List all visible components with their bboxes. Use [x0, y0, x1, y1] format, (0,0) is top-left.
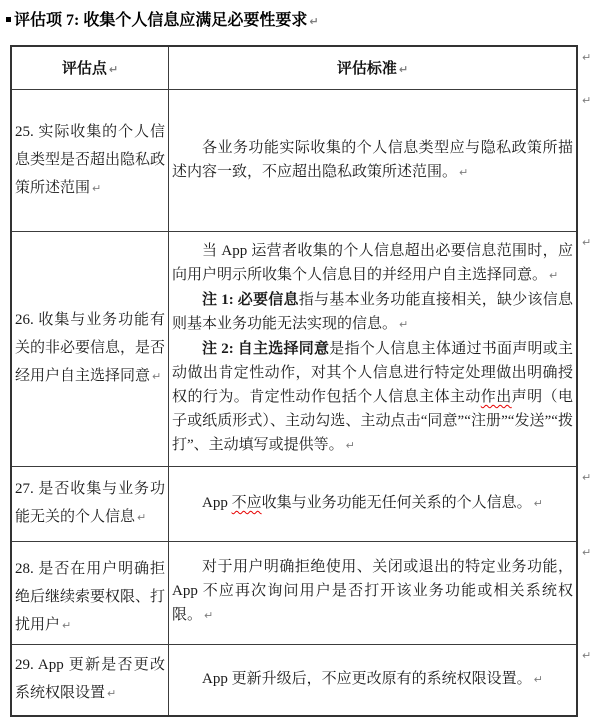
header-standard-cell	[169, 46, 578, 89]
spellcheck-flagged-text: 作出	[480, 389, 512, 405]
point-cell	[11, 541, 169, 644]
paragraph-mark-icon: ↵	[549, 269, 559, 282]
point-text: 27. 是否收集与业务功能无关的个人信息 ↵	[15, 481, 165, 525]
header-standard-label: 评估标准	[336, 61, 397, 78]
text-segment: 指与基本业务功能直接相关，缺少该信息则基本业务功能无法实现的信息。	[172, 292, 573, 332]
standard-cell	[169, 231, 578, 466]
row-end-paragraph-mark-icon: ↵	[582, 236, 592, 249]
row-end-paragraph-mark-icon: ↵	[582, 546, 592, 559]
point-cell	[11, 231, 169, 466]
point-text: 29. App 更新是否更改系统权限设置 ↵	[15, 657, 165, 702]
bullet-icon	[6, 17, 11, 22]
row-end-paragraph-mark-icon: ↵	[582, 649, 592, 662]
text-segment: 当 App 运营者收集的个人信息超出必要信息范围时，应向用户明示所收集个人信息目的并经用户自主选择同意。	[172, 243, 573, 283]
standard-cell	[169, 89, 578, 231]
text-segment: 收集与业务功能无任何关系的个人信息。	[261, 495, 532, 511]
table-row	[11, 466, 577, 541]
row-end-paragraph-mark-icon: ↵	[582, 94, 592, 107]
text-segment: 各业务功能实际收集的个人信息类型应与隐私政策所描述内容一致，不应超出隐私政策所述范围。	[172, 139, 573, 180]
standard-paragraph	[172, 288, 573, 337]
section-title-text: 评估项 7: 收集个人信息应满足必要性要求	[14, 12, 308, 29]
point-cell	[11, 644, 169, 716]
section-title	[6, 7, 319, 30]
point-cell	[11, 466, 169, 541]
table-header-row	[11, 46, 577, 89]
paragraph-mark-icon: ↵	[92, 181, 102, 195]
standard-cell	[169, 644, 578, 716]
table-row	[11, 541, 577, 644]
spellcheck-flagged-text: 不应	[231, 495, 262, 511]
paragraph-mark-icon: ↵	[108, 63, 119, 77]
text-segment: App 更新升级后，不应更改原有的系统权限设置。	[202, 671, 532, 688]
standard-paragraph	[172, 239, 573, 288]
text-segment: 声明（电子或纸质形式）、主动勾选、主动点击“同意”“注册”“发送”“拨打”、主动填写或提供等。	[172, 389, 573, 453]
paragraph-mark-icon: ↵	[533, 497, 543, 510]
paragraph-mark-icon: ↵	[204, 608, 214, 622]
table-row	[11, 644, 577, 716]
point-text: 28. 是否在用户明确拒绝后继续索要权限、打扰用户 ↵	[15, 560, 166, 633]
text-segment: App	[202, 495, 232, 511]
standard-paragraph	[172, 667, 573, 692]
text-segment: 注 1: 必要信息	[202, 292, 299, 308]
paragraph-mark-icon: ↵	[62, 618, 72, 632]
standard-paragraph	[172, 337, 573, 458]
point-cell	[11, 89, 169, 231]
paragraph-mark-icon: ↵	[107, 687, 117, 701]
paragraph-mark-icon: ↵	[309, 15, 319, 28]
standard-paragraph	[172, 491, 573, 516]
point-text: 25. 实际收集的个人信息类型是否超出隐私政策所述范围 ↵	[15, 123, 166, 196]
paragraph-mark-icon: ↵	[399, 318, 409, 331]
header-point-cell	[11, 46, 169, 89]
table-body	[11, 89, 577, 716]
paragraph-mark-icon: ↵	[152, 370, 162, 383]
table-row	[11, 89, 577, 231]
standard-paragraph	[172, 555, 573, 628]
paragraph-mark-icon: ↵	[398, 63, 409, 77]
text-segment: 注 2: 自主选择同意	[202, 341, 330, 357]
row-end-paragraph-mark-icon: ↵	[582, 51, 592, 64]
evaluation-table	[10, 45, 578, 717]
paragraph-mark-icon: ↵	[137, 511, 147, 524]
point-text: 26. 收集与业务功能有关的非必要信息，是否经用户自主选择同意 ↵	[15, 312, 166, 384]
standard-cell	[169, 541, 578, 644]
text-segment: 对于用户明确拒绝使用、关闭或退出的特定业务功能，App 不应再次询问用户是否打开该业务功能或相关系统权限。	[172, 558, 573, 623]
table-row	[11, 231, 577, 466]
standard-cell	[169, 466, 578, 541]
header-point-label: 评估点	[61, 61, 107, 78]
paragraph-mark-icon: ↵	[345, 439, 355, 452]
paragraph-mark-icon: ↵	[533, 673, 543, 687]
text-segment: 是指个人信息主体通过书面声明或主动做出肯定性动作，对其个人信息进行特定处理做出明确授权的行为。肯定性动作包括个人信息主体主动	[172, 341, 573, 405]
standard-paragraph	[172, 136, 573, 185]
row-end-paragraph-mark-icon: ↵	[582, 471, 592, 484]
paragraph-mark-icon: ↵	[459, 165, 469, 179]
